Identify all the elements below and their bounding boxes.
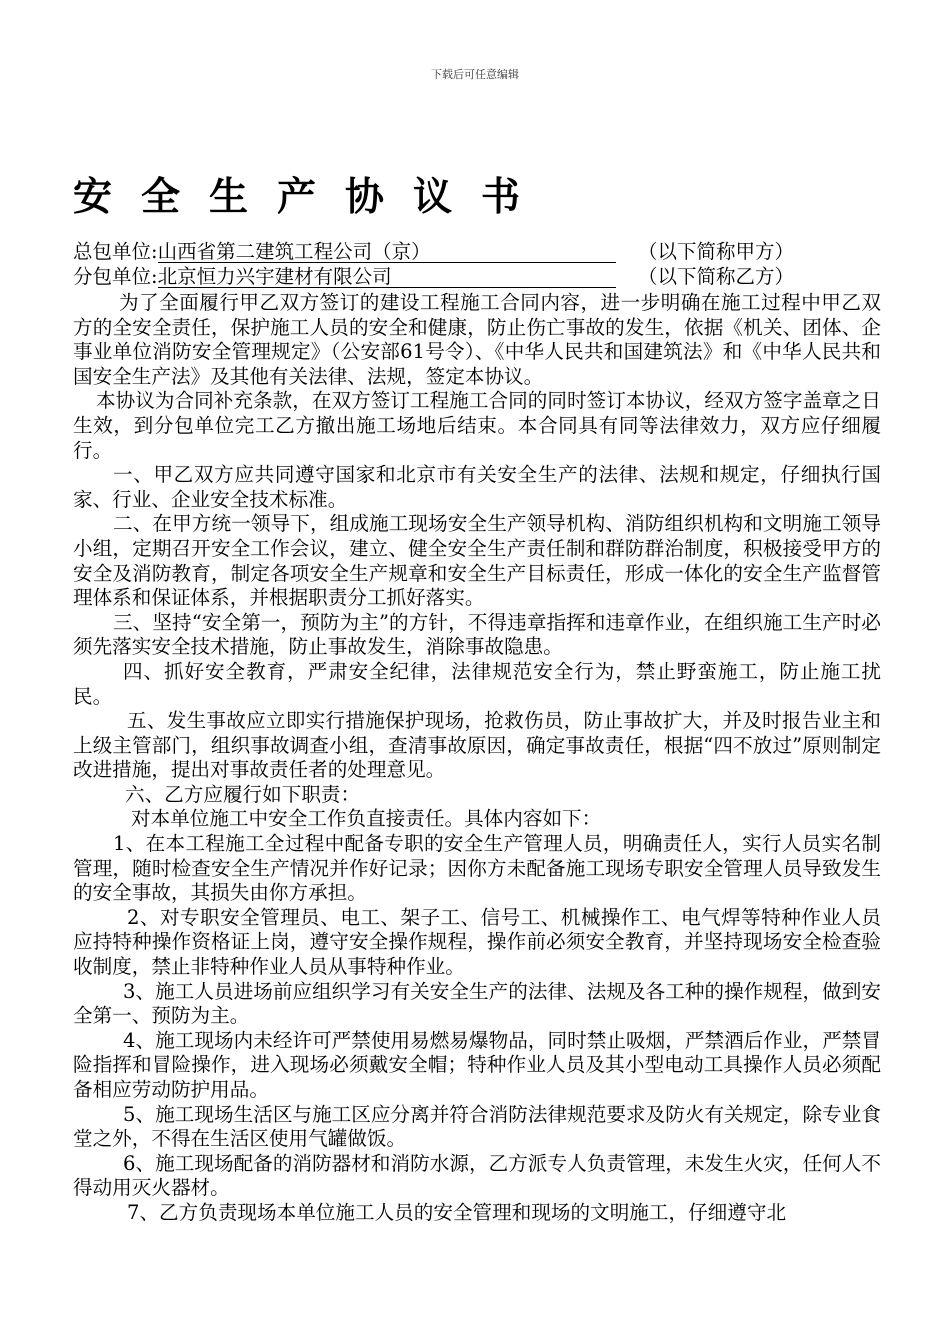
item-5: 5、施工现场生活区与施工区应分离并符合消防法律规范要求及防火有关规定，除专业食堂之外，不得在生活区使用气罐做饭。 xyxy=(73,1102,881,1151)
item-6: 6、施工现场配备的消防器材和消防水源，乙方派专人负责管理，未发生火灾，任何人不得动用灭火器材。 xyxy=(73,1151,881,1200)
party-label: 分包单位: xyxy=(73,265,158,288)
clause-2: 二、在甲方统一领导下，组成施工现场安全生产领导机构、消防组织机构和文明施工领导小组，定期召开安全工作会议，建立、健全安全生产责任制和群防群治制度，积极接受甲方的安全及消防教育，制定各项安全生产规章和安全生产目标责任，形成一体化的安全生产监督管理体系和保证体系，并根据职责分工抓好落实。 xyxy=(73,512,881,610)
item-1: 1、在本工程施工全过程中配备专职的安全生产管理人员，明确责任人，实行人员实名制管理，随时检查安全生产情况并作好记录；因你方未配备施工现场专职安全管理人员导致发生的安全事故，其损失由你方承担。 xyxy=(73,832,881,905)
party-value: 山西省第二建筑工程公司（京） xyxy=(158,242,616,263)
clause-1: 一、甲乙双方应共同遵守国家和北京市有关安全生产的法律、法规和规定，仔细执行国家、行业、企业安全技术标准。 xyxy=(73,463,881,511)
agreement-body xyxy=(73,291,881,1226)
subcontractor-line xyxy=(73,265,795,289)
paragraph-preamble: 为了全面履行甲乙双方签订的建设工程施工合同内容，进一步明确在施工过程中甲乙双方的全安全责任，保护施工人员的安全和健康，防止伤亡事故的发生，依据《机关、团体、企事业单位消防安全管理规定》（公安部61号令）、《中华人民共和国建筑法》和《中华人民共和国安全生产法》及其他有关法律、法规，签定本协议。 xyxy=(73,291,881,388)
party-suffix: （以下简称乙方） xyxy=(638,265,795,288)
item-2: 2、对专职安全管理员、电工、架子工、信号工、机械操作工、电气焊等特种作业人员应持特种操作资格证上岗，遵守安全操作规程，操作前必须安全教育，并坚持现场安全检查验收制度，禁止非特种作业人员从事特种作业。 xyxy=(73,905,881,979)
paragraph-scope: 本协议为合同补充条款，在双方签订工程施工合同的同时签订本协议，经双方签字盖章之日生效，到分包单位完工乙方撤出施工场地后结束。本合同具有同等法律效力，双方应仔细履行。 xyxy=(73,389,881,462)
clause-3: 三、坚持“安全第一，预防为主”的方针，不得违章指挥和违章作业，在组织施工生产时必须先落实安全技术措施，防止事故发生，消除事故隐患。 xyxy=(73,610,881,659)
item-7: 7、乙方负责现场本单位施工人员的安全管理和现场的文明施工，仔细遵守北 xyxy=(127,1200,787,1224)
clause-6: 六、乙方应履行如下职责： xyxy=(125,782,361,806)
clause-6-intro: 对本单位施工中安全工作负直接责任。具体内容如下： xyxy=(131,807,602,831)
general-contractor-line xyxy=(73,240,795,264)
party-suffix: （以下简称甲方） xyxy=(638,240,795,263)
header-note: 下载后可任意编辑 xyxy=(431,68,519,81)
item-3: 3、施工人员进场前应组织学习有关安全生产的法律、法规及各工种的操作规程，做到安全第一、预防为主。 xyxy=(73,979,881,1028)
item-4: 4、施工现场内未经许可严禁使用易燃易爆物品，同时禁止吸烟，严禁酒后作业，严禁冒险指挥和冒险操作，进入现场必须戴安全帽；特种作业人员及其小型电动工具操作人员必须配备相应劳动防护用品。 xyxy=(73,1028,881,1101)
party-value: 北京恒力兴宇建材有限公司 xyxy=(158,267,616,288)
clause-4: 四、抓好安全教育，严肃安全纪律，法律规范安全行为，禁止野蛮施工，防止施工扰民。 xyxy=(73,659,881,708)
clause-5: 五、发生事故应立即实行措施保护现场，抢救伤员，防止事故扩大，并及时报告业主和上级主管部门，组织事故调查小组，查清事故原因，确定事故责任，根据“四不放过”原则制定改进措施，提出对事故责任者的处理意见。 xyxy=(73,709,881,782)
party-label: 总包单位: xyxy=(73,240,158,263)
document-title: 安全生产协议书 xyxy=(73,175,550,220)
